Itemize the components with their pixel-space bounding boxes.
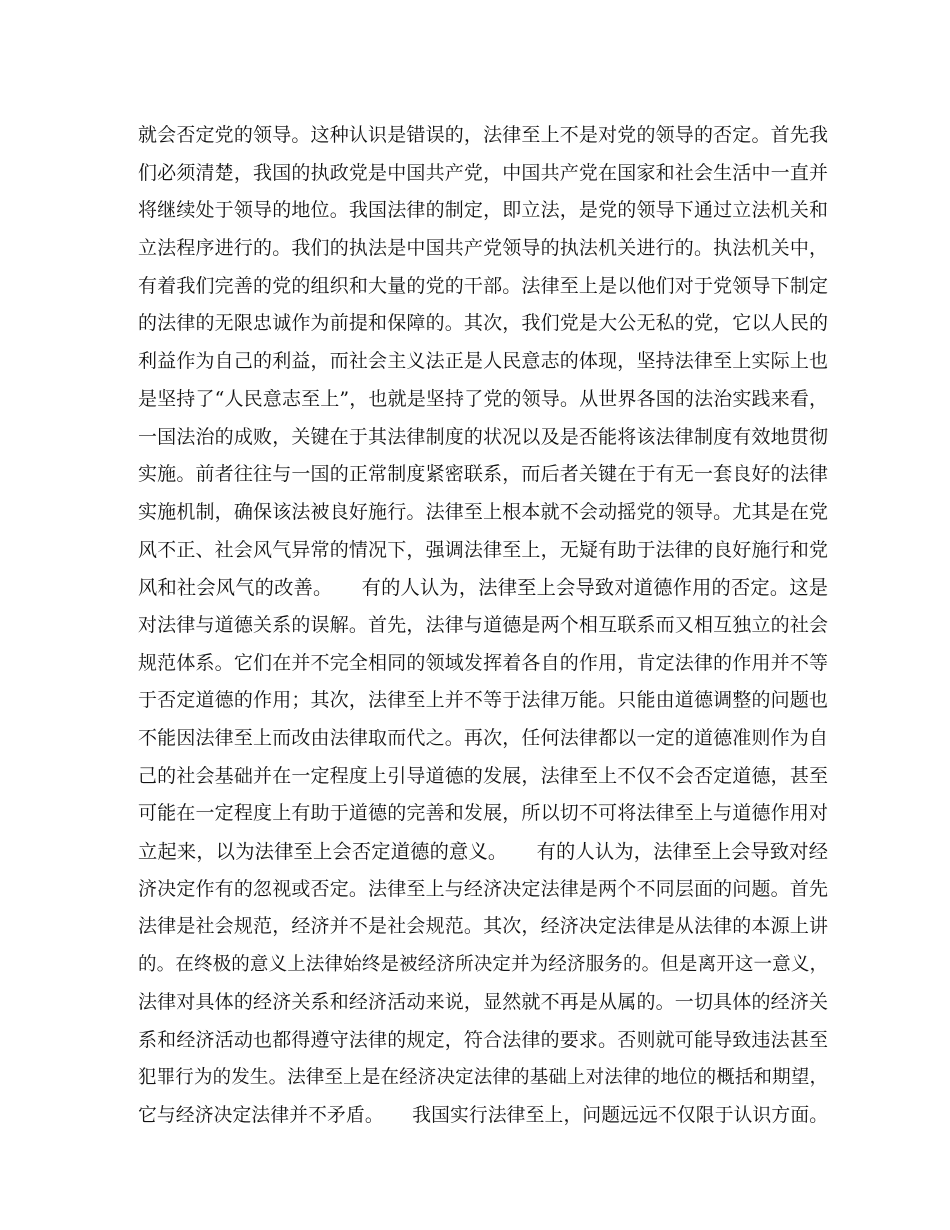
text-line: 实施机制，确保该法被良好施行。法律至上根本就不会动摇党的领导。尤其是在党 bbox=[138, 500, 828, 523]
text-line: 它与经济决定法律并不矛盾。 我国实行法律至上，问题远远不仅限于认识方面。 bbox=[138, 1104, 828, 1126]
text-line: 实施。前者往往与一国的正常制度紧密联系，而后者关键在于有无一套良好的法律 bbox=[138, 463, 828, 486]
text-line: 不能因法律至上而改由法律取而代之。再次，任何法律都以一定的道德准则作为自 bbox=[138, 727, 828, 749]
text-line: 济决定作有的忽视或否定。法律至上与经济决定法律是两个不同层面的问题。首先 bbox=[138, 877, 828, 900]
text-line: 对法律与道德关系的误解。首先，法律与道德是两个相互联系而又相互独立的社会 bbox=[138, 613, 828, 636]
text-line: 风和社会风气的改善。 有的人认为，法律至上会导致对道德作用的否定。这是 bbox=[138, 576, 828, 600]
text-line: 于否定道德的作用；其次，法律至上并不等于法律万能。只能由道德调整的问题也 bbox=[138, 689, 828, 712]
text-line: 是坚持了“人民意志至上”，也就是坚持了党的领导。从世界各国的法治实践来看， bbox=[138, 387, 828, 410]
text-line: 风不正、社会风气异常的情况下，强调法律至上，无疑有助于法律的良好施行和党 bbox=[138, 538, 828, 561]
text-line: 有着我们完善的党的组织和大量的党的干部。法律至上是以他们对于党领导下制定 bbox=[138, 274, 828, 297]
text-line: 己的社会基础并在一定程度上引导道德的发展，法律至上不仅不会否定道德，甚至 bbox=[138, 764, 828, 787]
text-line: 立法程序进行的。我们的执法是中国共产党领导的执法机关进行的。执法机关中， bbox=[138, 237, 828, 260]
text-line: 规范体系。它们在并不完全相同的领域发挥着各自的作用，肯定法律的作用并不等 bbox=[138, 651, 828, 674]
text-line: 犯罪行为的发生。法律至上是在经济决定法律的基础上对法律的地位的概括和期望， bbox=[138, 1067, 828, 1089]
text-line: 法律是社会规范，经济并不是社会规范。其次，经济决定法律是从法律的本源上讲 bbox=[138, 915, 828, 938]
text-line: 就会否定党的领导。这种认识是错误的，法律至上不是对党的领导的否定。首先我 bbox=[138, 124, 828, 146]
body-text bbox=[138, 117, 828, 1135]
text-line: 一国法治的成败，关键在于其法律制度的状况以及是否能将该法律制度有效地贯彻 bbox=[138, 425, 828, 448]
text-line: 立起来，以为法律至上会否定道德的意义。 有的人认为，法律至上会导致对经 bbox=[138, 840, 828, 864]
text-line: 的。在终极的意义上法律始终是被经济所决定并为经济服务的。但是离开这一意义， bbox=[138, 954, 828, 976]
text-line: 将继续处于领导的地位。我国法律的制定，即立法，是党的领导下通过立法机关和 bbox=[138, 199, 828, 222]
text-line: 法律对具体的经济关系和经济活动来说，显然就不再是从属的。一切具体的经济关 bbox=[138, 990, 828, 1013]
text-line: 利益作为自己的利益，而社会主义法正是人民意志的体现，坚持法律至上实际上也 bbox=[138, 350, 828, 373]
text-line: 们必须清楚，我国的执政党是中国共产党，中国共产党在国家和社会生活中一直并 bbox=[138, 161, 828, 184]
text-line: 的法律的无限忠诚作为前提和保障的。其次，我们党是大公无私的党，它以人民的 bbox=[138, 312, 828, 335]
text-line: 可能在一定程度上有助于道德的完善和发展，所以切不可将法律至上与道德作用对 bbox=[138, 802, 828, 825]
text-line: 系和经济活动也都得遵守法律的规定，符合法律的要求。否则就可能导致违法甚至 bbox=[138, 1028, 828, 1051]
